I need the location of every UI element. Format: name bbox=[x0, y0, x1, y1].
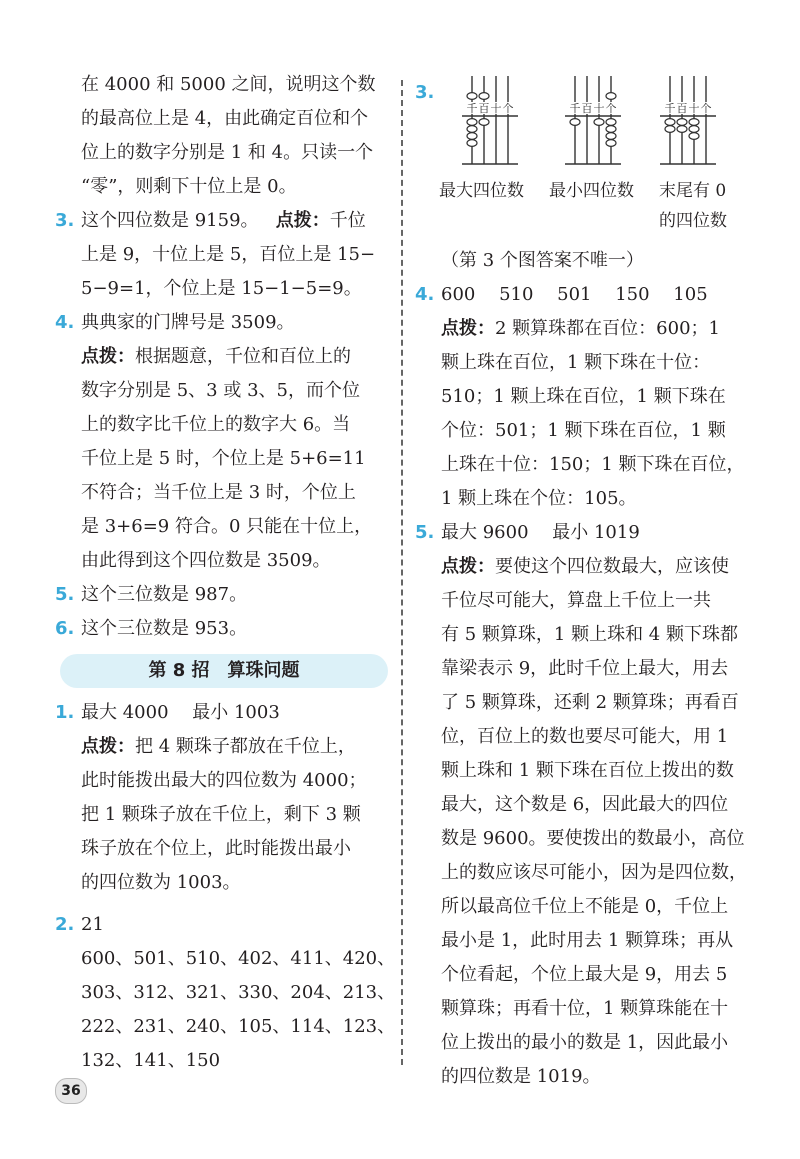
text-line: 千位上是 5 时，个位上是 5+6=11 bbox=[81, 448, 366, 469]
answer-item-3 bbox=[55, 204, 390, 238]
column-divider bbox=[401, 80, 403, 1065]
hint-line bbox=[415, 312, 750, 346]
abacus-bead bbox=[594, 119, 604, 126]
place-label-tens: 十 bbox=[688, 102, 700, 115]
text-line: 靠梁表示 9，此时千位上最大，用去 bbox=[441, 658, 729, 679]
text-line: 颗算珠；再看十位，1 颗算珠能在十 bbox=[441, 998, 729, 1019]
item-number: 3. bbox=[55, 210, 75, 231]
text-line: 不符合；当千位上是 3 时，个位上 bbox=[81, 482, 356, 503]
abacus-min-number bbox=[563, 74, 623, 166]
text-line: 303、312、321、330、204、213、 bbox=[81, 982, 396, 1003]
text-line: 上的数字比千位上的数字大 6。当 bbox=[81, 414, 351, 435]
text-line: 1 颗上珠在个位：105。 bbox=[441, 488, 637, 509]
text-line: 的四位数为 1003。 bbox=[81, 872, 241, 893]
abacus-bead bbox=[689, 126, 699, 133]
text-line: 510；1 颗上珠在百位，1 颗下珠在 bbox=[441, 386, 726, 407]
text-line: “零”，则剩下十位上是 0。 bbox=[81, 176, 297, 197]
caption-zero-line1: 末尾有 0 bbox=[659, 181, 727, 201]
abacus-bead bbox=[689, 133, 699, 140]
abacus-bead bbox=[467, 126, 477, 133]
text-line: 千位尽可能大，算盘上千位上一共 bbox=[441, 590, 711, 611]
answer-item-s2 bbox=[55, 908, 390, 942]
item-number: 5. bbox=[55, 584, 75, 605]
text-line: 的四位数是 1019。 bbox=[441, 1066, 601, 1087]
section-number: 第 8 招 bbox=[148, 660, 210, 681]
text-line: 把 1 颗珠子放在千位上，剩下 3 颗 bbox=[81, 804, 361, 825]
text-line: 数字分别是 5、3 或 3、5，而个位 bbox=[81, 380, 360, 401]
item-number: 4. bbox=[55, 312, 75, 333]
place-label-ones: 个 bbox=[502, 102, 514, 115]
text-line: 的最高位上是 4，由此确定百位和个 bbox=[81, 108, 369, 129]
place-label-ones: 个 bbox=[605, 102, 617, 115]
answer-text: 600 510 501 150 105 bbox=[441, 284, 708, 305]
place-label-tens: 十 bbox=[593, 102, 605, 115]
text-line: 了 5 颗算珠，还剩 2 颗算珠；再看百 bbox=[441, 692, 739, 713]
abacus-bead bbox=[665, 126, 675, 133]
text-line: 最小是 1，此时用去 1 颗算珠；再从 bbox=[441, 930, 734, 951]
place-label-ones: 个 bbox=[700, 102, 712, 115]
answer-text: 这个三位数是 987。 bbox=[81, 584, 248, 605]
answer-item-s4 bbox=[415, 278, 750, 312]
text-line: 颗上珠在百位，1 颗下珠在十位： bbox=[441, 352, 711, 373]
hint-text: 2 颗算珠都在百位：600；1 bbox=[495, 318, 720, 339]
text-line: 上是 9，十位上是 5，百位上是 15− bbox=[81, 244, 376, 265]
abacus-bead bbox=[467, 93, 477, 100]
text-line: 位上的数字分别是 1 和 4。只读一个 bbox=[81, 142, 374, 163]
item-number: 3. bbox=[415, 82, 435, 103]
right-column bbox=[415, 68, 750, 1094]
text-line: 5−9=1，个位上是 15−1−5=9。 bbox=[81, 278, 362, 299]
item-number: 5. bbox=[415, 522, 435, 543]
abacus-captions bbox=[415, 176, 750, 244]
abacus-ending-zero bbox=[658, 74, 718, 166]
answer-item-s5 bbox=[415, 516, 750, 550]
item-number: 2. bbox=[55, 914, 75, 935]
hint-text: 要使这个四位数最大，应该使 bbox=[495, 556, 729, 577]
text-line: 珠子放在个位上，此时能拨出最小 bbox=[81, 838, 351, 859]
hint-line bbox=[415, 550, 750, 584]
answer-text: 21 bbox=[81, 914, 104, 935]
abacus-bead bbox=[606, 119, 616, 126]
abacus-figures bbox=[415, 74, 750, 172]
text-line: 222、231、240、105、114、123、 bbox=[81, 1016, 396, 1037]
text-line: 颗上珠和 1 颗下珠在百位上拨出的数 bbox=[441, 760, 734, 781]
item-number: 6. bbox=[55, 618, 75, 639]
hint-label: 点拨： bbox=[275, 210, 330, 231]
answer-item-5 bbox=[55, 578, 390, 612]
hint-text: 把 4 颗珠子都放在千位上， bbox=[135, 736, 356, 757]
answer-text: 这个四位数是 9159。 bbox=[81, 210, 259, 231]
abacus-bead bbox=[467, 140, 477, 147]
place-label-hundreds: 百 bbox=[478, 102, 490, 115]
note-line: （第 3 个图答案不唯一） bbox=[441, 250, 644, 271]
abacus-max-number bbox=[460, 74, 520, 166]
caption-max: 最大四位数 bbox=[439, 181, 524, 201]
item-number: 4. bbox=[415, 284, 435, 305]
abacus-bead bbox=[479, 93, 489, 100]
answer-text: 最大 9600 最小 1019 bbox=[441, 522, 640, 543]
text-line: 数是 9600。要使拨出的数最小，高位 bbox=[441, 828, 745, 849]
text-line: 位上拨出的最小的数是 1，因此最小 bbox=[441, 1032, 729, 1053]
hint-label: 点拨： bbox=[441, 556, 495, 577]
abacus-bead bbox=[689, 119, 699, 126]
text-line: 个位：501；1 颗下珠在百位，1 颗 bbox=[441, 420, 726, 441]
abacus-bead bbox=[606, 140, 616, 147]
hint-label: 点拨： bbox=[441, 318, 495, 339]
page-number: 36 bbox=[55, 1078, 87, 1104]
hint-label: 点拨： bbox=[81, 736, 135, 757]
abacus-bead bbox=[570, 119, 580, 126]
hint-line bbox=[55, 340, 390, 374]
place-label-tens: 十 bbox=[490, 102, 502, 115]
text-line: 最大，这个数是 6，因此最大的四位 bbox=[441, 794, 729, 815]
place-label-thousands: 千 bbox=[466, 102, 478, 115]
place-label-hundreds: 百 bbox=[676, 102, 688, 115]
item-number: 1. bbox=[55, 702, 75, 723]
section-title: 算珠问题 bbox=[227, 660, 300, 681]
place-label-hundreds: 百 bbox=[581, 102, 593, 115]
hint-text: 千位 bbox=[329, 210, 366, 231]
answer-text: 最大 4000 最小 1003 bbox=[81, 702, 280, 723]
text-line: 在 4000 和 5000 之间，说明这个数 bbox=[81, 74, 376, 95]
answer-item-4 bbox=[55, 306, 390, 340]
abacus-bead bbox=[606, 126, 616, 133]
text-line: 上珠在十位：150；1 颗下珠在百位， bbox=[441, 454, 745, 475]
hint-text: 根据题意，千位和百位上的 bbox=[135, 346, 351, 367]
abacus-bead bbox=[665, 119, 675, 126]
left-column bbox=[55, 68, 396, 1078]
section-title-bar bbox=[60, 654, 388, 688]
text-line: 个位看起，个位上最大是 9，用去 5 bbox=[441, 964, 728, 985]
abacus-bead bbox=[606, 133, 616, 140]
text-line: 由此得到这个四位数是 3509。 bbox=[81, 550, 331, 571]
text-line: 上的数应该尽可能小，因为是四位数， bbox=[441, 862, 747, 883]
abacus-bead bbox=[479, 119, 489, 126]
place-label-thousands: 千 bbox=[664, 102, 676, 115]
abacus-bead bbox=[467, 133, 477, 140]
text-line: 位，百位上的数也要尽可能大，用 1 bbox=[441, 726, 729, 747]
abacus-bead bbox=[606, 93, 616, 100]
answer-text: 这个三位数是 953。 bbox=[81, 618, 248, 639]
text-line: 此时能拨出最大的四位数为 4000； bbox=[81, 770, 367, 791]
abacus-bead bbox=[677, 119, 687, 126]
text-line: 是 3+6=9 符合。0 只能在十位上， bbox=[81, 516, 373, 537]
abacus-bead bbox=[467, 119, 477, 126]
caption-zero-line2: 的四位数 bbox=[659, 211, 727, 231]
text-line: 600、501、510、402、411、420、 bbox=[81, 948, 396, 969]
abacus-bead bbox=[677, 126, 687, 133]
caption-min: 最小四位数 bbox=[549, 181, 634, 201]
text-line: 所以最高位千位上不能是 0，千位上 bbox=[441, 896, 729, 917]
answer-item-s1 bbox=[55, 696, 390, 730]
text-line: 有 5 颗算珠，1 颗上珠和 4 颗下珠都 bbox=[441, 624, 738, 645]
hint-line bbox=[55, 730, 390, 764]
hint-label: 点拨： bbox=[81, 346, 135, 367]
text-line: 132、141、150 bbox=[81, 1050, 221, 1071]
place-label-thousands: 千 bbox=[569, 102, 581, 115]
answer-item-6 bbox=[55, 612, 390, 646]
answer-text: 典典家的门牌号是 3509。 bbox=[81, 312, 295, 333]
